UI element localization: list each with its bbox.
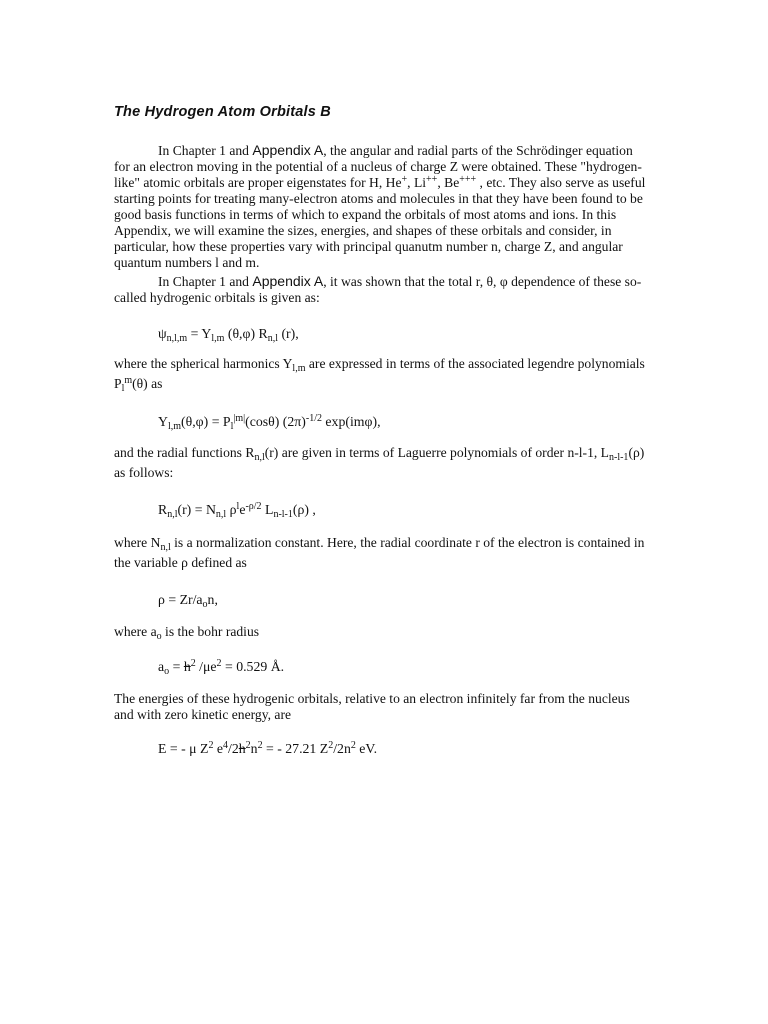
subscript: n-l-1 — [608, 452, 629, 463]
superscript: -1/2 — [305, 413, 322, 424]
text-run: (θ) as — [132, 376, 163, 391]
page-title: The Hydrogen Atom Orbitals B — [114, 104, 331, 120]
text-run: n — [250, 741, 258, 756]
text-run: (r) are given in terms of Laguerre polynomials of order n-l-1, L — [264, 445, 609, 460]
text-run: , the angular and radial parts of the Schrödinger equation for an electron moving in the potential of a nucleus of charge Z were obtained. These "hydrogen-like" atomic orbitals are proper eigenstates for H, He — [114, 143, 642, 190]
superscript: l — [236, 501, 240, 512]
text-run: (r), — [278, 326, 299, 341]
superscript: m — [124, 375, 133, 386]
subscript: n,l — [267, 333, 278, 344]
superscript: ++ — [426, 174, 438, 185]
text-run: = - 27.21 Z — [262, 741, 329, 756]
subscript: l — [121, 383, 125, 394]
text-run: are expressed in terms of the associated legendre polynomials P — [114, 356, 645, 391]
text-run: (ρ) as follows: — [114, 445, 645, 480]
text-run: /2n — [333, 741, 351, 756]
second-paragraph — [114, 273, 650, 306]
superscript: + — [401, 174, 408, 185]
text-run: , Be — [437, 175, 460, 190]
superscript: -ρ/2 — [245, 501, 262, 512]
text-run: L — [261, 502, 274, 517]
subscript: n,l — [160, 542, 171, 553]
subscript: l,m — [167, 421, 182, 432]
subscript: n-l-1 — [273, 509, 293, 520]
text-run: (θ,φ) = P — [181, 414, 231, 429]
text-run: n, — [207, 592, 218, 607]
text-run: ρ — [226, 502, 237, 517]
text-run: (r) = N — [177, 502, 216, 517]
text-run: (cosθ) (2π) — [245, 414, 306, 429]
text-run: where the spherical harmonics Y — [114, 356, 293, 371]
text-run: , etc. They also serve as useful starting points for treating many-electron atoms and molecules in that they have been found to be good basis functions in terms of which to expand the orbitals of most atoms and ions. In this Appendix, we will examine the sizes, energies, and shapes of these orbitals and consider, in particular, how these properties vary with principal quanutm number n, charge Z, and angular quantum numbers l and m. — [114, 175, 646, 270]
subscript: n,l — [215, 509, 227, 520]
text-run: where a — [114, 624, 157, 639]
subscript: o — [164, 666, 170, 677]
appendix-reference: Appendix A — [252, 273, 324, 289]
text-run: e — [239, 502, 246, 517]
equation-bohr-radius — [158, 658, 284, 676]
spherical-harmonics-text — [114, 354, 654, 394]
text-run: where N — [114, 535, 161, 550]
text-run: is a normalization constant. Here, the radial coordinate r of the electron is contained in the variable ρ defined as — [114, 535, 645, 570]
superscript: 2 — [190, 658, 196, 669]
text-run: = 0.529 Å. — [221, 659, 285, 674]
superscript: 2 — [216, 658, 222, 669]
text-run: /μe — [195, 659, 217, 674]
superscript: |m| — [233, 413, 246, 424]
equation-spherical-harmonic — [158, 413, 381, 431]
text-run: e — [213, 741, 224, 756]
bohr-radius-text — [114, 622, 654, 642]
text-run: In Chapter 1 and — [158, 274, 253, 289]
text-run: In Chapter 1 and — [158, 143, 253, 158]
text-run: eV. — [355, 741, 378, 756]
h-bar-symbol: h — [183, 659, 191, 674]
superscript: 2 — [245, 740, 251, 751]
subscript: l,m — [211, 333, 225, 344]
equation-rho — [158, 591, 218, 609]
superscript: 2 — [328, 740, 334, 751]
equation-energy — [158, 740, 377, 758]
subscript: n,l — [254, 452, 265, 463]
text-run: , Li — [407, 175, 427, 190]
energies-text: The energies of these hydrogenic orbitals, relative to an electron infinitely far from the nucleus and with zero kinetic energy, are — [114, 691, 630, 722]
subscript: l — [230, 421, 234, 432]
normalization-text — [114, 533, 654, 573]
psi-symbol: ψ — [158, 326, 167, 341]
text-run: a — [158, 659, 165, 674]
superscript: 2 — [208, 740, 214, 751]
h-bar-symbol: h — [238, 741, 246, 756]
text-run: (θ,φ) R — [224, 326, 268, 341]
text-run: and the radial functions R — [114, 445, 255, 460]
text-run: = — [169, 659, 184, 674]
superscript: 4 — [223, 740, 229, 751]
text-run: ρ = Zr/a — [158, 592, 203, 607]
text-run: (ρ) , — [292, 502, 316, 517]
subscript: n,l,m — [166, 333, 188, 344]
text-run: /2 — [228, 741, 239, 756]
appendix-reference: Appendix A — [252, 142, 324, 158]
equation-wavefunction — [158, 325, 299, 343]
equation-radial-function — [158, 501, 316, 519]
radial-functions-text — [114, 443, 654, 483]
subscript: l,m — [292, 363, 306, 374]
text-run: exp(imφ), — [321, 414, 381, 429]
text-run: , it was shown that the total r, θ, φ dependence of these so-called hydrogenic orbitals is given as: — [114, 274, 642, 305]
superscript: +++ — [459, 174, 477, 185]
subscript: o — [202, 599, 208, 610]
superscript: 2 — [350, 740, 356, 751]
text-run: Y — [158, 414, 168, 429]
text-run: E = - μ Z — [158, 741, 209, 756]
superscript: 2 — [257, 740, 263, 751]
subscript: n,l — [167, 509, 178, 520]
text-run: = Y — [187, 326, 212, 341]
intro-paragraph — [114, 142, 650, 271]
text-run: is the bohr radius — [161, 624, 260, 639]
subscript: o — [156, 631, 162, 642]
text-run: R — [158, 502, 168, 517]
